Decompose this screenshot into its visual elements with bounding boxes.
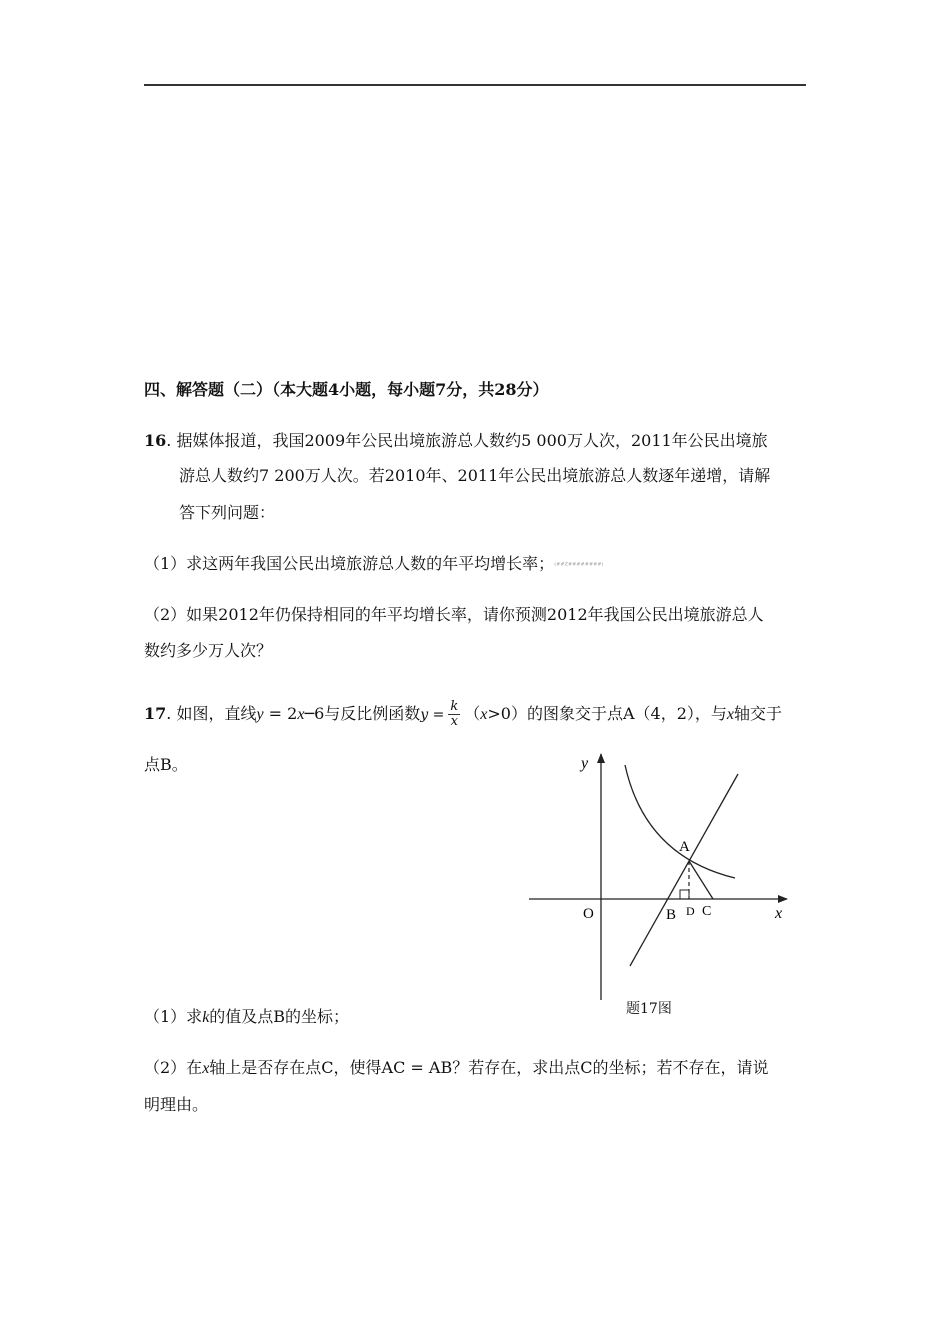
q16-stem-text1: . 据媒体报道，我国2009年公民出境旅游总人数约5 000万人次，2011年公民出境旅 <box>166 431 768 450</box>
q17-stem-line2: 点B。 <box>144 755 188 774</box>
label-x: x <box>775 905 783 922</box>
label-d: D <box>686 904 695 918</box>
q17-part1 <box>144 1006 349 1029</box>
hyperbola-curve <box>625 765 735 878</box>
q17-frac-num: k <box>450 699 459 714</box>
q16-stem-line3: 答下列问题： <box>179 503 276 522</box>
q17-axis-x: x <box>726 706 734 723</box>
q17-eq-mid: = 2 <box>263 704 298 723</box>
q17-frac-den: x <box>450 714 458 729</box>
label-y: y <box>581 755 589 772</box>
q17-cond-open: （ <box>464 704 481 723</box>
q16-stem-line2: 游总人数约7 200万人次。若2010年、2011年公民出境旅游总人数逐年递增，请解 <box>179 466 771 485</box>
q17-part1-a: （1）求 <box>144 1007 203 1026</box>
label-a: A <box>679 839 690 855</box>
figure-caption: 题17图 <box>626 1001 672 1017</box>
q17-cond-x: x <box>480 706 488 723</box>
q16-part2-line1: （2）如果2012年仍保持相同的年平均增长率，请你预测2012年我国公民出境旅游总人 <box>144 605 764 624</box>
q17-figure <box>525 748 795 1003</box>
q17-eq-x: x <box>297 706 305 723</box>
q17-stem-b: 与反比例函数 <box>324 704 421 723</box>
q17-frac-y: y = <box>420 707 445 723</box>
q16-part2-line2: 数约多少万人次？ <box>144 641 273 660</box>
q17-stem-c: 轴交于 <box>734 704 783 723</box>
q17-fraction <box>448 700 460 729</box>
q17-part2-line1 <box>144 1057 768 1080</box>
q17-number: 17 <box>144 704 167 723</box>
q17-part2-b: 轴上是否存在点C，使得AC = AB？若存在，求出点C的坐标；若不存在，请说 <box>209 1058 769 1077</box>
label-b: B <box>666 907 677 923</box>
section-heading: 四、解答题（二）（本大题4小题，每小题7分，共28分） <box>144 380 549 399</box>
q17-part2-line2: 明理由。 <box>144 1095 209 1114</box>
right-angle-mark <box>680 890 689 899</box>
header-rule <box>144 84 806 86</box>
label-o: O <box>583 906 594 922</box>
q16-part1 <box>144 553 603 576</box>
q17-stem-line1 <box>144 700 782 729</box>
q17-stem-a: . 如图，直线 <box>166 704 257 723</box>
q16-number: 16 <box>144 431 167 450</box>
q17-eq-y: y <box>256 706 264 723</box>
q17-part1-b: 的值及点B的坐标； <box>209 1007 350 1026</box>
q16-part1-text: （1）求这两年我国公民出境旅游总人数的年平均增长率； <box>144 554 555 573</box>
q17-part1-k: k <box>202 1009 210 1026</box>
q17-cond-close: >0）的图象交于点A（4，2），与 <box>487 704 727 723</box>
label-c: C <box>702 904 712 919</box>
q17-part2-x: x <box>202 1060 210 1077</box>
q16-part1-mark: (##Z########) <box>554 561 604 568</box>
line-y-2x-6 <box>630 774 738 966</box>
q16-stem-line1 <box>144 430 768 452</box>
q17-part2-a: （2）在 <box>144 1058 203 1077</box>
q17-eq-end: ─6 <box>304 704 325 723</box>
